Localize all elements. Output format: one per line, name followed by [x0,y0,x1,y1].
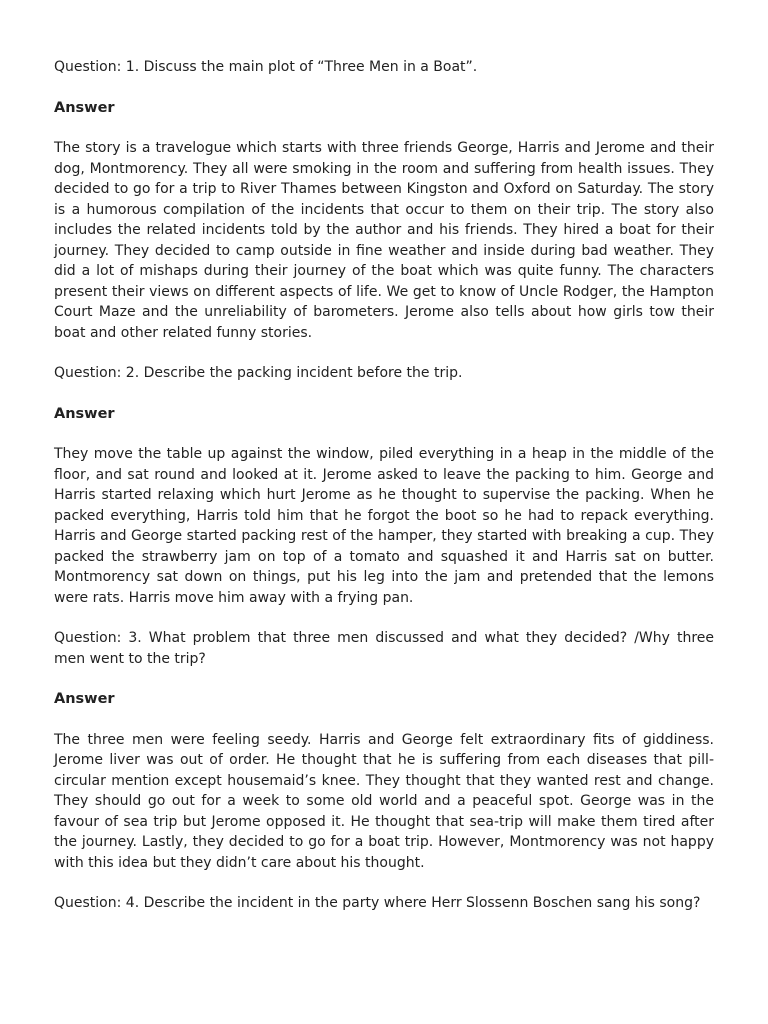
document-page [54,57,714,934]
answer-heading-3: Answer [54,691,115,707]
answer-1: The story is a travelogue which starts with three friends George, Harris and Jerome and their dog, Montmorency. They all were smoking in the room and suffering from health issues. They decided to go for a trip to River Thames between Kingston and Oxford on Saturday. The story is a humorous compilation of the incidents that occur to them on their trip. The story also includes the related incidents told by the author and his friends. They hired a boat for their journey. They decided to camp outside in fine weather and inside during bad weather. They did a lot of mishaps during their journey of the boat which was quite funny. The characters present their views on different aspects of life. We get to know of Uncle Rodger, the Hampton Court Maze and the unreliability of barometers. Jerome also tells about how girls tow their boat and other related funny stories. [54,140,714,341]
answer-heading-2: Answer [54,405,115,422]
question-1: Question: 1. Discuss the main plot of “Three Men in a Boat”. [54,59,478,75]
question-2: Question: 2. Describe the packing incident before the trip. [54,365,463,381]
answer-3: The three men were feeling seedy. Harris and George felt extraordinary fits of giddiness. Jerome liver was out of order. He thought that he is suffering from each diseases that pill-circular mention except housemaid’s knee. They thought that they wanted rest and change. They should go out for a week to some old world and a peaceful spot. George was in the favour of sea trip but Jerome opposed it. He thought that sea-trip will make them tired after the journey. Lastly, they decided to go for a boat trip. However, Montmorency was not happy with this idea but they didn’t care about his thought. [54,731,714,871]
answer-2: They move the table up against the window, piled everything in a heap in the middle of the floor, and sat round and looked at it. Jerome asked to leave the packing to him. George and Harris started relaxing which hurt Jerome as he thought to supervise the packing. When he packed everything, Harris told him that he forgot the boot so he had to repack everything. Harris and George started packing rest of the hamper, they started with breaking a cup. They packed the strawberry jam on top of a tomato and squashed it and Harris sat on butter. Montmorency sat down on things, put his leg into the jam and pretended that the lemons were rats. Harris move him away with a frying pan. [54,446,714,606]
answer-heading-1: Answer [54,99,115,116]
question-3: Question: 3. What problem that three men discussed and what they decided? /Why three men went to the trip? [54,630,714,667]
question-4: Question: 4. Describe the incident in the party where Herr Slossenn Boschen sang his song? [54,895,701,911]
